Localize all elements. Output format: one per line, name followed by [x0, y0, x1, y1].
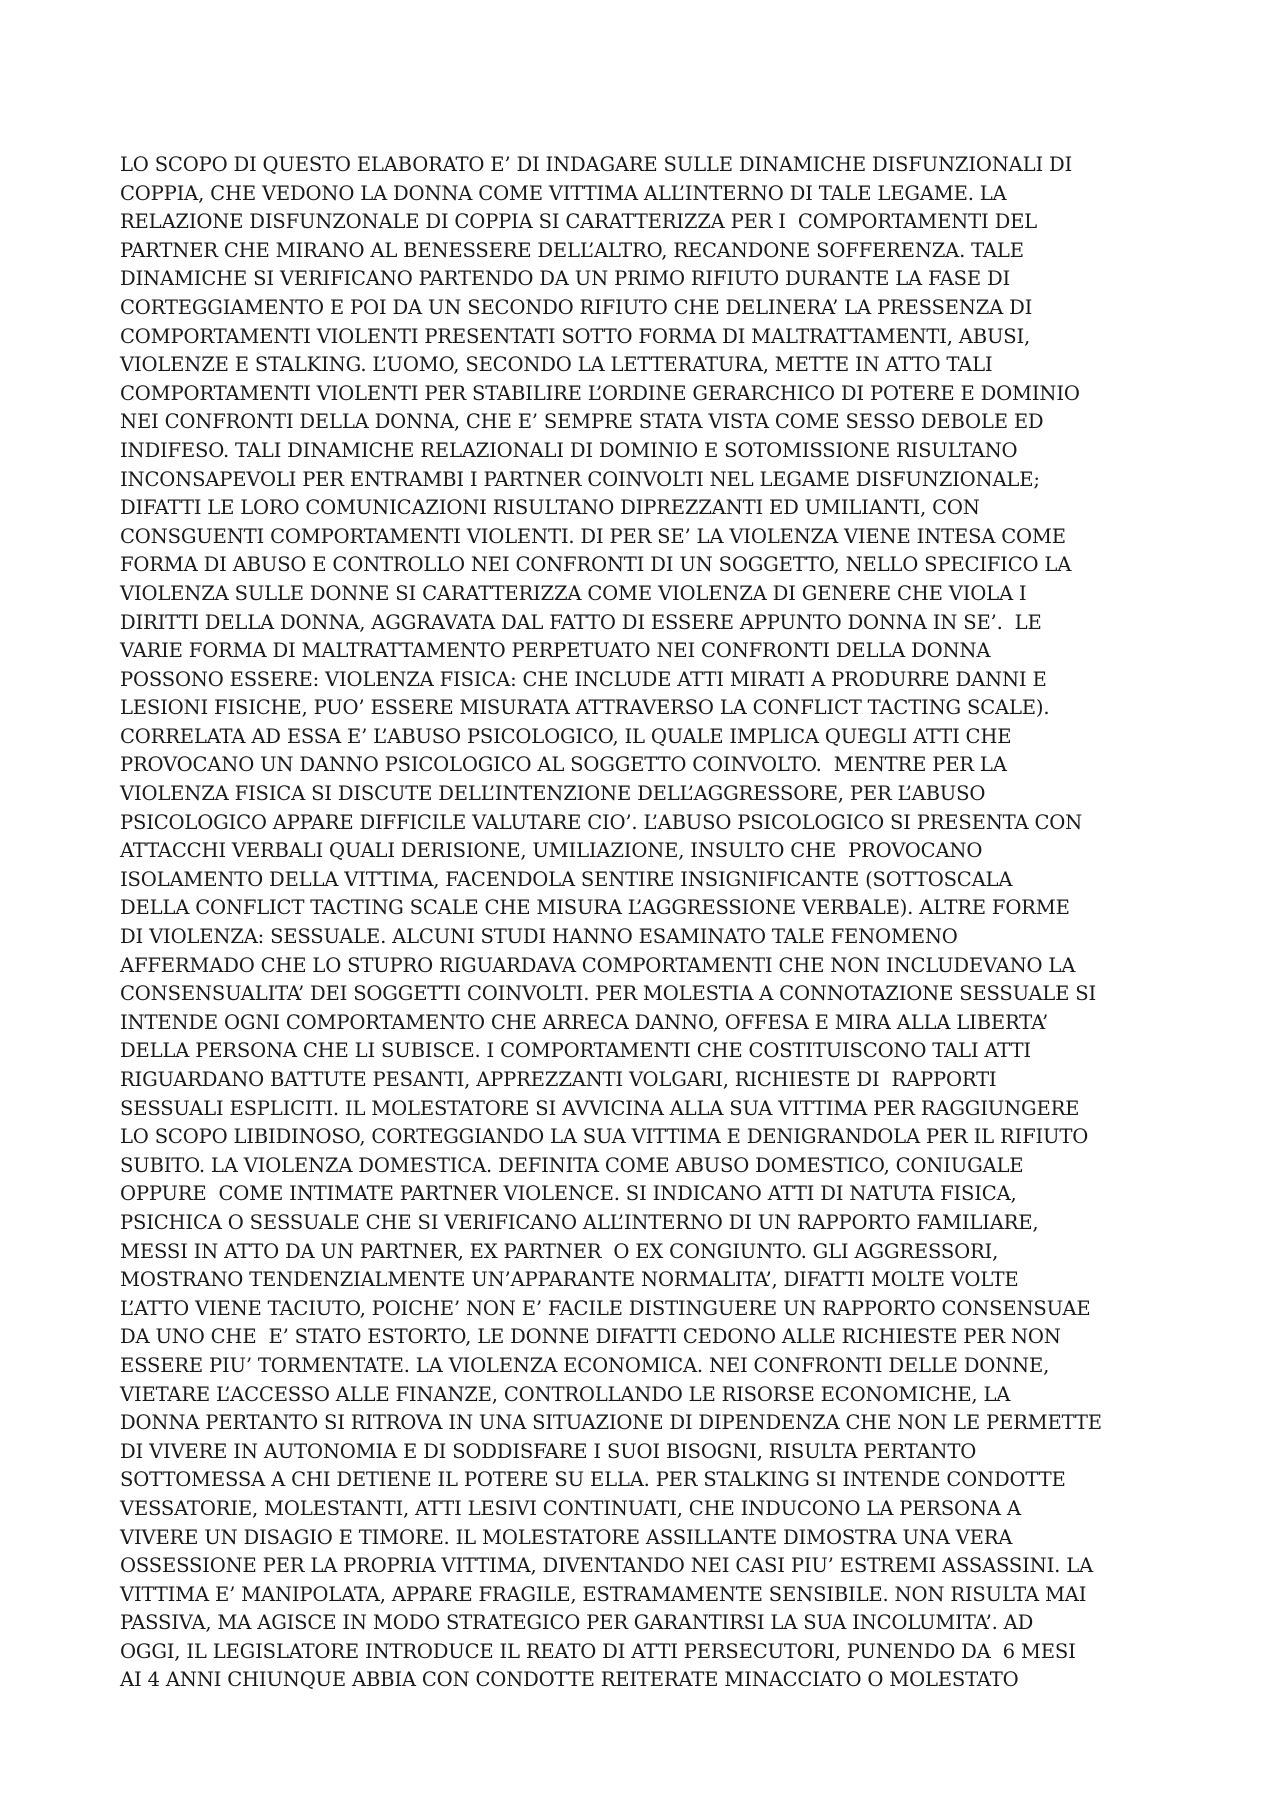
text-line: CORRELATA AD ESSA E’ L’ABUSO PSICOLOGICO, IL QUALE IMPLICA QUEGLI ATTI CHE	[120, 724, 1012, 748]
text-line: SESSUALI ESPLICITI. IL MOLESTATORE SI AVVICINA ALLA SUA VITTIMA PER RAGGIUNGERE	[120, 1096, 1080, 1120]
text-line: VIVERE UN DISAGIO E TIMORE. IL MOLESTATORE ASSILLANTE DIMOSTRA UNA VERA	[120, 1525, 1013, 1549]
text-line: CONSGUENTI COMPORTAMENTI VIOLENTI. DI PER SE’ LA VIOLENZA VIENE INTESA COME	[120, 524, 1066, 548]
text-line: ATTACCHI VERBALI QUALI DERISIONE, UMILIAZIONE, INSULTO CHE PROVOCANO	[120, 839, 983, 863]
text-line: SUBITO. LA VIOLENZA DOMESTICA. DEFINITA COME ABUSO DOMESTICO, CONIUGALE	[120, 1153, 1024, 1177]
text-line: RELAZIONE DISFUNZONALE DI COPPIA SI CARATTERIZZA PER I COMPORTAMENTI DEL	[120, 210, 1037, 234]
text-line: OPPURE COME INTIMATE PARTNER VIOLENCE. SI INDICANO ATTI DI NATUTA FISICA,	[120, 1182, 1017, 1206]
text-line: VIOLENZA SULLE DONNE SI CARATTERIZZA COME VIOLENZA DI GENERE CHE VIOLA I	[120, 581, 1027, 605]
text-line: DIFATTI LE LORO COMUNICAZIONI RISULTANO DIPREZZANTI ED UMILIANTI, CON	[120, 496, 980, 520]
text-line: LESIONI FISICHE, PUO’ ESSERE MISURATA ATTRAVERSO LA CONFLICT TACTING SCALE).	[120, 696, 1050, 720]
text-line: DI VIVERE IN AUTONOMIA E DI SODDISFARE I SUOI BISOGNI, RISULTA PERTANTO	[120, 1439, 977, 1463]
body-text	[120, 151, 1180, 1695]
text-line: RIGUARDANO BATTUTE PESANTI, APPREZZANTI VOLGARI, RICHIESTE DI RAPPORTI	[120, 1068, 997, 1091]
text-line: SOTTOMESSA A CHI DETIENE IL POTERE SU ELLA. PER STALKING SI INTENDE CONDOTTE	[120, 1468, 1066, 1492]
text-line: VARIE FORMA DI MALTRATTAMENTO PERPETUATO NEI CONFRONTI DELLA DONNA	[120, 639, 991, 663]
text-line: LO SCOPO LIBIDINOSO, CORTEGGIANDO LA SUA VITTIMA E DENIGRANDOLA PER IL RIFIUTO	[120, 1125, 1089, 1149]
text-line: PASSIVA, MA AGISCE IN MODO STRATEGICO PER GARANTIRSI LA SUA INCOLUMITA’. AD	[120, 1611, 1034, 1635]
text-line: NEI CONFRONTI DELLA DONNA, CHE E’ SEMPRE STATA VISTA COME SESSO DEBOLE ED	[120, 410, 1044, 434]
text-line: PSICOLOGICO APPARE DIFFICILE VALUTARE CIO’. L’ABUSO PSICOLOGICO SI PRESENTA CON	[120, 810, 1083, 834]
text-line: AFFERMADO CHE LO STUPRO RIGUARDAVA COMPORTAMENTI CHE NON INCLUDEVANO LA	[120, 953, 1076, 977]
text-line: COMPORTAMENTI VIOLENTI PRESENTATI SOTTO FORMA DI MALTRATTAMENTI, ABUSI,	[120, 324, 1031, 348]
text-line: POSSONO ESSERE: VIOLENZA FISICA: CHE INCLUDE ATTI MIRATI A PRODURRE DANNI E	[120, 667, 1047, 691]
text-line: L’ATTO VIENE TACIUTO, POICHE’ NON E’ FACILE DISTINGUERE UN RAPPORTO CONSENSUAE	[120, 1296, 1091, 1320]
text-line: LO SCOPO DI QUESTO ELABORATO E’ DI INDAGARE SULLE DINAMICHE DISFUNZIONALI DI	[120, 153, 1073, 176]
text-line: COMPORTAMENTI VIOLENTI PER STABILIRE L’ORDINE GERARCHICO DI POTERE E DOMINIO	[120, 381, 1080, 405]
text-line: ISOLAMENTO DELLA VITTIMA, FACENDOLA SENTIRE INSIGNIFICANTE (SOTTOSCALA	[120, 867, 1013, 891]
text-line: PSICHICA O SESSUALE CHE SI VERIFICANO ALL’INTERNO DI UN RAPPORTO FAMILIARE,	[120, 1210, 1039, 1234]
text-line: PARTNER CHE MIRANO AL BENESSERE DELL’ALTRO, RECANDONE SOFFERENZA. TALE	[120, 238, 1024, 262]
text-line: OSSESSIONE PER LA PROPRIA VITTIMA, DIVENTANDO NEI CASI PIU’ ESTREMI ASSASSINI. LA	[120, 1554, 1093, 1578]
text-line: PROVOCANO UN DANNO PSICOLOGICO AL SOGGETTO COINVOLTO. MENTRE PER LA	[120, 753, 1007, 777]
text-line: VESSATORIE, MOLESTANTI, ATTI LESIVI CONTINUATI, CHE INDUCONO LA PERSONA A	[120, 1496, 1021, 1520]
text-line: DELLA CONFLICT TACTING SCALE CHE MISURA L’AGGRESSIONE VERBALE). ALTRE FORME	[120, 896, 1070, 920]
text-line: CONSENSUALITA’ DEI SOGGETTI COINVOLTI. PER MOLESTIA A CONNOTAZIONE SESSUALE SI	[120, 982, 1096, 1006]
text-line: DONNA PERTANTO SI RITROVA IN UNA SITUAZIONE DI DIPENDENZA CHE NON LE PERMETTE	[120, 1411, 1102, 1435]
text-line: MESSI IN ATTO DA UN PARTNER, EX PARTNER O EX CONGIUNTO. GLI AGGRESSORI,	[120, 1239, 999, 1263]
text-line: INCONSAPEVOLI PER ENTRAMBI I PARTNER COINVOLTI NEL LEGAME DISFUNZIONALE;	[120, 467, 1040, 491]
text-line: VIOLENZA FISICA SI DISCUTE DELL’INTENZIONE DELL’AGGRESSORE, PER L’ABUSO	[120, 782, 986, 806]
text-line: VITTIMA E’ MANIPOLATA, APPARE FRAGILE, ESTRAMAMENTE SENSIBILE. NON RISULTA MAI	[120, 1582, 1087, 1606]
text-line: INTENDE OGNI COMPORTAMENTO CHE ARRECA DANNO, OFFESA E MIRA ALLA LIBERTA’	[120, 1010, 1049, 1034]
text-line: CORTEGGIAMENTO E POI DA UN SECONDO RIFIUTO CHE DELINERA’ LA PRESSENZA DI	[120, 295, 1033, 319]
text-line: DA UNO CHE E’ STATO ESTORTO, LE DONNE DIFATTI CEDONO ALLE RICHIESTE PER NON	[120, 1325, 1061, 1349]
text-line: DINAMICHE SI VERIFICANO PARTENDO DA UN PRIMO RIFIUTO DURANTE LA FASE DI	[120, 267, 1011, 291]
text-line: COPPIA, CHE VEDONO LA DONNA COME VITTIMA ALL’INTERNO DI TALE LEGAME. LA	[120, 181, 1007, 205]
text-line: MOSTRANO TENDENZIALMENTE UN’APPARANTE NORMALITA’, DIFATTI MOLTE VOLTE	[120, 1268, 1019, 1292]
text-line: DELLA PERSONA CHE LI SUBISCE. I COMPORTAMENTI CHE COSTITUISCONO TALI ATTI	[120, 1039, 1031, 1063]
text-line: AI 4 ANNI CHIUNQUE ABBIA CON CONDOTTE REITERATE MINACCIATO O MOLESTATO	[120, 1668, 1019, 1692]
text-line: OGGI, IL LEGISLATORE INTRODUCE IL REATO DI ATTI PERSECUTORI, PUNENDO DA 6 MESI	[120, 1639, 1076, 1663]
text-line: DIRITTI DELLA DONNA, AGGRAVATA DAL FATTO DI ESSERE APPUNTO DONNA IN SE’. LE	[120, 610, 1042, 634]
text-line: DI VIOLENZA: SESSUALE. ALCUNI STUDI HANNO ESAMINATO TALE FENOMENO	[120, 925, 958, 949]
text-line: INDIFESO. TALI DINAMICHE RELAZIONALI DI DOMINIO E SOTOMISSIONE RISULTANO	[120, 438, 1018, 462]
text-line: VIOLENZE E STALKING. L’UOMO, SECONDO LA LETTERATURA, METTE IN ATTO TALI	[120, 353, 993, 377]
text-line: ESSERE PIU’ TORMENTATE. LA VIOLENZA ECONOMICA. NEI CONFRONTI DELLE DONNE,	[120, 1353, 1050, 1377]
text-line: VIETARE L’ACCESSO ALLE FINANZE, CONTROLLANDO LE RISORSE ECONOMICHE, LA	[120, 1382, 1011, 1406]
text-line: FORMA DI ABUSO E CONTROLLO NEI CONFRONTI DI UN SOGGETTO, NELLO SPECIFICO LA	[120, 553, 1072, 577]
